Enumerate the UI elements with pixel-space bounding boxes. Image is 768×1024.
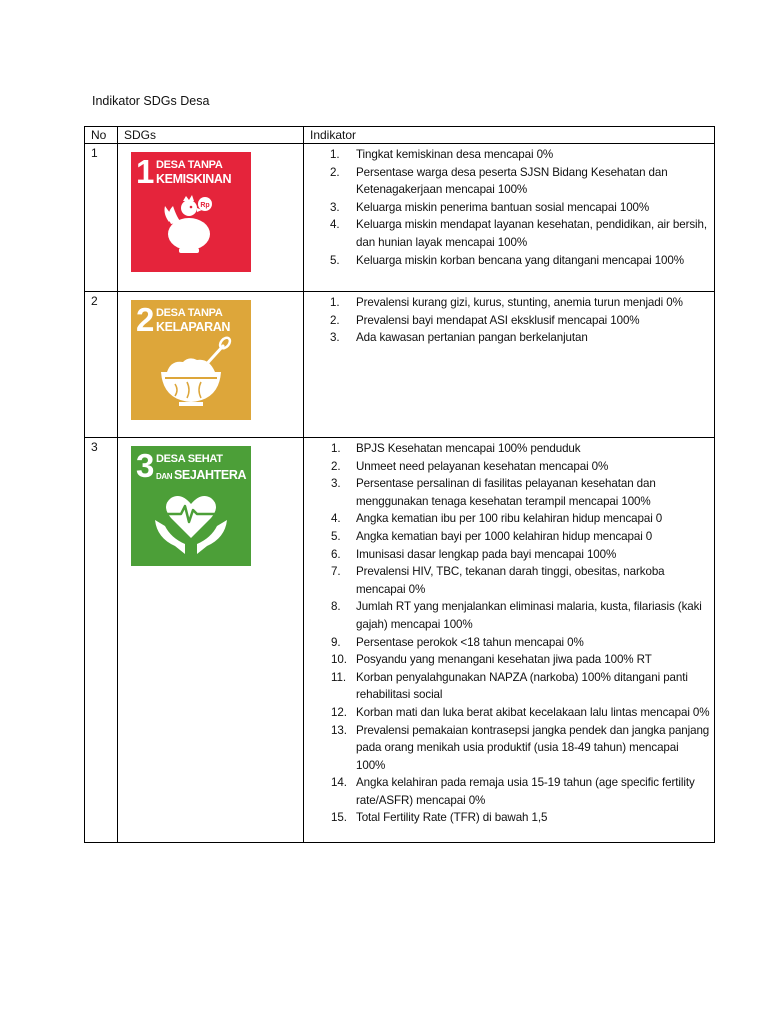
list-item: 4. Angka kematian ibu per 100 ribu kelahiran hidup mencapai 0 [331,512,663,526]
row-number: 2 [85,292,118,438]
row-number: 1 [85,144,118,292]
sdg-title-line1: DESA TANPA [156,159,223,171]
list-item: 1. BPJS Kesehatan mencapai 100% penduduk [331,442,581,455]
list-item: 4. Keluarga miskin mendapat layanan kesehatan, pendidikan, air bersih, dan hunian layak mencapai 100% [330,218,707,249]
sdg-tile-3 [131,446,251,566]
table-row [85,144,715,292]
list-item: 3. Persentase persalinan di fasilitas pelayanan kesehatan dan menggunakan tenaga kesehatan terampil mencapai 100% [331,477,656,508]
list-item: 1. Prevalensi kurang gizi, kurus, stunting, anemia turun menjadi 0% [330,296,683,309]
indicator-cell [304,292,715,438]
indicator-list [304,294,710,347]
indicator-list [304,146,710,269]
list-item: 2. Prevalensi bayi mendapat ASI eksklusif mencapai 100% [330,313,640,327]
sdg-number: 2 [136,301,155,338]
sdg-cell [118,292,304,438]
row-number: 3 [85,438,118,843]
list-item: 13. Prevalensi pemakaian kontrasepsi jangka pendek dan jangka panjang pada orang menikah usia produktif (usia 18-49 tahun) mencapai 100% [331,723,710,772]
sdg-cell [118,144,304,292]
list-item: 1. Tingkat kemiskinan desa mencapai 0% [330,148,554,161]
sdg-number: 3 [136,447,155,484]
sdg-number: 1 [136,153,155,190]
sdg-tile-1 [131,152,251,272]
coin-label: Rp [200,202,210,209]
sdg-title-main: SEJAHTERA [173,468,247,482]
table-row [85,438,715,843]
sdg-title-line2: KELAPARAN [156,320,230,334]
sdg-indicator-table [84,126,715,843]
table-row [85,292,715,438]
sdg-title-line2 [156,468,246,484]
table-header-row [85,127,715,144]
header-indikator: Indikator [304,127,715,144]
list-item: 5. Keluarga miskin korban bencana yang ditangani mencapai 100% [330,253,684,267]
sdg-title-line2: KEMISKINAN [156,172,232,186]
list-item: 3. Ada kawasan pertanian pangan berkelanjutan [330,331,588,345]
indicator-cell [304,144,715,292]
indicator-list [304,440,710,827]
list-item: 15. Total Fertility Rate (TFR) di bawah 1,5 [331,811,548,825]
indicator-cell [304,438,715,843]
list-item: 14. Angka kelahiran pada remaja usia 15-19 tahun (age specific fertility rate/ASFR) mencapai 0% [331,776,695,807]
sdg-title-line1: DESA SEHAT [156,453,223,465]
list-item: 2. Unmeet need pelayanan kesehatan mencapai 0% [331,459,609,473]
sdg-tile-2 [131,300,251,420]
list-item: 2. Persentase warga desa peserta SJSN Bidang Kesehatan dan Ketenagakerjaan mencapai 100% [330,165,668,197]
sdg-title-prefix: DAN [156,472,173,481]
list-item: 8. Jumlah RT yang menjalankan eliminasi malaria, kusta, filariasis (kaki gajah) mencapai 100% [331,600,702,631]
list-item: 11. Korban penyalahgunakan NAPZA (narkoba) 100% ditangani panti rehabilitasi social [331,670,688,702]
list-item: 7. Prevalensi HIV, TBC, tekanan darah tinggi, obesitas, narkoba mencapai 0% [331,565,665,596]
header-no: No [85,127,118,144]
document-title: Indikator SDGs Desa [92,94,210,108]
sdg-title-line1: DESA TANPA [156,307,223,319]
header-sdgs: SDGs [118,127,304,144]
list-item: 9. Persentase perokok <18 tahun mencapai 0% [331,635,584,649]
list-item: 3. Keluarga miskin penerima bantuan sosial mencapai 100% [330,200,650,214]
list-item: 5. Angka kematian bayi per 1000 kelahiran hidup mencapai 0 [331,529,653,543]
list-item: 10. Posyandu yang menangani kesehatan jiwa pada 100% RT [331,653,652,667]
list-item: 12. Korban mati dan luka berat akibat kecelakaan lalu lintas mencapai 0% [331,705,710,719]
sdg-cell [118,438,304,843]
list-item: 6. Imunisasi dasar lengkap pada bayi mencapai 100% [331,547,617,561]
